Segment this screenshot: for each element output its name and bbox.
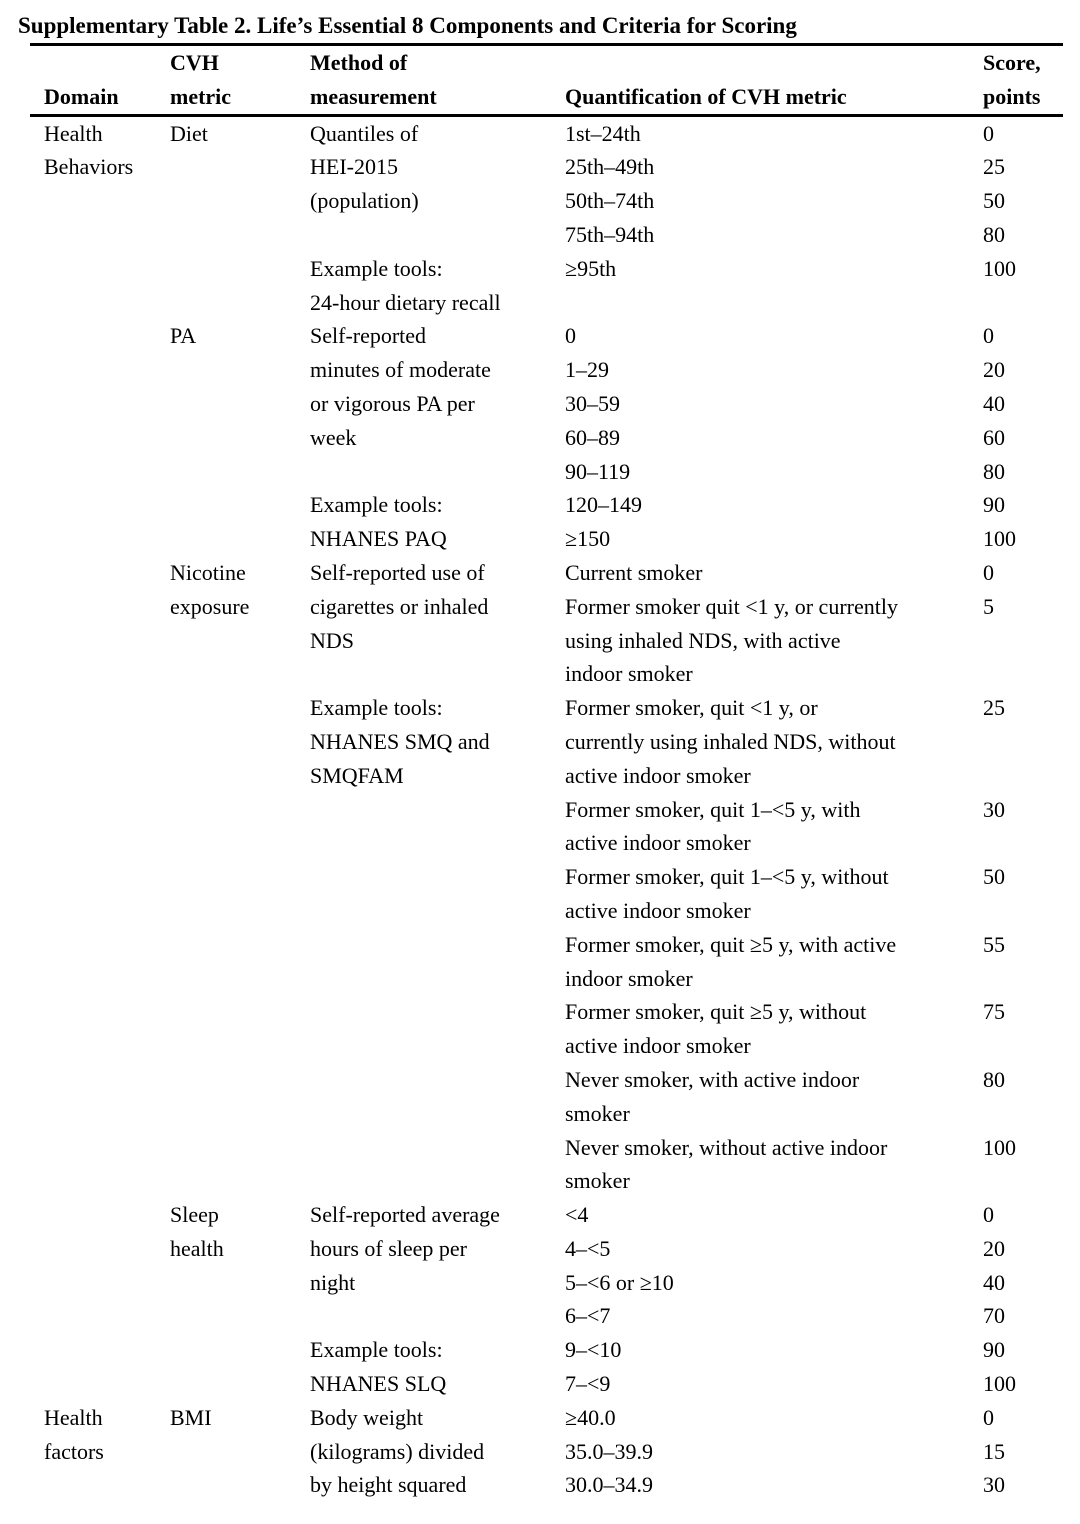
quant-line: 60–89: [565, 424, 620, 450]
table-title: Supplementary Table 2. Life’s Essential 8 Components and Criteria for Scoring: [18, 13, 797, 38]
header-quant-cell: [551, 46, 969, 114]
method-line: Example tools:: [310, 1337, 443, 1363]
method-line: HEI-2015: [310, 154, 398, 180]
quant-line: 4–<5: [565, 1235, 611, 1261]
method-line: minutes of moderate: [310, 357, 491, 383]
score-line: 90: [983, 1337, 1005, 1363]
method-line: hours of sleep per: [310, 1235, 468, 1261]
method-line: (population): [310, 188, 419, 214]
method-line: Body weight: [310, 1404, 424, 1430]
method-line: [310, 455, 551, 489]
quant-line: active indoor smoker: [565, 1033, 751, 1059]
header-metric-cell: [156, 46, 296, 114]
quant-cell: [551, 1401, 969, 1502]
quant-line: 6–<7: [565, 1303, 611, 1329]
metric-line: Nicotine: [170, 559, 246, 585]
metric-line: PA: [170, 323, 197, 349]
quant-cell: [551, 1198, 969, 1401]
method-line: NHANES SMQ and: [310, 728, 490, 754]
score-line: 30: [983, 1472, 1005, 1498]
quant-line: 30.0–34.9: [565, 1472, 653, 1498]
method-line: week: [310, 424, 357, 450]
domain-cell: [30, 1198, 156, 1401]
table-section-nicotine: [30, 556, 1063, 1198]
quant-line: 35.0–39.9: [565, 1438, 653, 1464]
method-line: [310, 1299, 551, 1333]
domain-cell: [30, 1401, 156, 1502]
table-body: [30, 117, 1063, 1503]
score-line: [983, 725, 1063, 759]
header-line: [44, 46, 156, 80]
header-label-quantification: Quantification of CVH metric: [565, 83, 847, 109]
score-line: [983, 759, 1063, 793]
header-label-domain: Domain: [44, 83, 119, 109]
score-line: 75: [983, 999, 1005, 1025]
quant-line: Former smoker, quit ≥5 y, without: [565, 999, 867, 1025]
quant-line: 75th–94th: [565, 221, 655, 247]
method-line: Self-reported: [310, 323, 427, 349]
quant-line: 50th–74th: [565, 188, 655, 214]
metric-cell: [156, 556, 296, 1198]
quant-line: Former smoker quit <1 y, or currently: [565, 593, 898, 619]
metric-line: health: [170, 1235, 224, 1261]
quant-cell: [551, 556, 969, 1198]
score-line: 80: [983, 1066, 1005, 1092]
score-line: 20: [983, 357, 1005, 383]
header-label-score: Score,: [983, 50, 1041, 75]
score-line: [983, 657, 1063, 691]
score-line: 40: [983, 390, 1005, 416]
quant-line: Former smoker, quit 1–<5 y, with: [565, 796, 861, 822]
header-method-cell: [296, 46, 551, 114]
score-line: 60: [983, 424, 1005, 450]
quant-line: Never smoker, with active indoor: [565, 1066, 860, 1092]
quant-line: <4: [565, 1202, 589, 1228]
method-cell: [296, 319, 551, 556]
domain-cell: [30, 556, 156, 1198]
domain-line: Behaviors: [44, 154, 134, 180]
header-label-method-of: Method of: [310, 50, 408, 75]
quant-line: ≥150: [565, 526, 611, 552]
score-line: 25: [983, 154, 1005, 180]
method-line: NHANES SLQ: [310, 1371, 447, 1397]
domain-line: Health: [44, 1404, 103, 1430]
domain-cell: [30, 117, 156, 320]
quant-line: active indoor smoker: [565, 762, 751, 788]
method-line: [310, 657, 551, 691]
method-line: Quantiles of: [310, 120, 419, 146]
table-section-diet: [30, 117, 1063, 320]
method-cell: [296, 117, 551, 320]
score-line: 100: [983, 1134, 1016, 1160]
score-line: 50: [983, 188, 1005, 214]
quant-line: 5–<6 or ≥10: [565, 1269, 674, 1295]
metric-line: Sleep: [170, 1202, 219, 1228]
quant-line: 1–29: [565, 357, 609, 383]
score-cell: [969, 1198, 1063, 1401]
header-score-cell: [969, 46, 1063, 114]
score-line: 100: [983, 526, 1016, 552]
metric-line: exposure: [170, 593, 250, 619]
method-line: Example tools:: [310, 255, 443, 281]
score-line: [983, 1029, 1063, 1063]
method-cell: [296, 556, 551, 1198]
score-line: 20: [983, 1235, 1005, 1261]
score-line: [983, 894, 1063, 928]
quant-line: 120–149: [565, 492, 642, 518]
table-section-bmi: [30, 1401, 1063, 1502]
quant-line: ≥95th: [565, 255, 617, 281]
method-cell: [296, 1198, 551, 1401]
score-cell: [969, 117, 1063, 320]
score-line: 0: [983, 120, 994, 146]
table-section-pa: [30, 319, 1063, 556]
score-line: [983, 624, 1063, 658]
score-line: 100: [983, 1371, 1016, 1397]
method-line: (kilograms) divided: [310, 1438, 485, 1464]
method-line: Self-reported use of: [310, 559, 485, 585]
quant-line: active indoor smoker: [565, 897, 751, 923]
score-line: 55: [983, 931, 1005, 957]
score-line: 70: [983, 1303, 1005, 1329]
score-cell: [969, 1401, 1063, 1502]
method-line: [310, 218, 551, 252]
quant-line: 25th–49th: [565, 154, 655, 180]
method-line: by height squared: [310, 1472, 467, 1498]
score-line: 80: [983, 458, 1005, 484]
domain-line: Health: [44, 120, 103, 146]
quant-line: active indoor smoker: [565, 830, 751, 856]
header-label-cvh: CVH: [170, 50, 219, 75]
quant-line: ≥40.0: [565, 1404, 616, 1430]
metric-cell: [156, 117, 296, 320]
quant-line: using inhaled NDS, with active: [565, 627, 841, 653]
method-line: Example tools:: [310, 492, 443, 518]
quant-line: 90–119: [565, 458, 631, 484]
quant-line: Former smoker, quit 1–<5 y, without: [565, 864, 889, 890]
method-cell: [296, 1401, 551, 1502]
quant-line: indoor smoker: [565, 965, 693, 991]
metric-line: BMI: [170, 1404, 212, 1430]
metric-cell: [156, 1401, 296, 1502]
method-line: night: [310, 1269, 356, 1295]
score-line: 90: [983, 492, 1005, 518]
score-cell: [969, 319, 1063, 556]
score-line: 80: [983, 221, 1005, 247]
score-line: [983, 962, 1063, 996]
quant-line: smoker: [565, 1100, 630, 1126]
le8-scoring-table: [30, 43, 1063, 1502]
quant-cell: [551, 319, 969, 556]
method-line: NDS: [310, 627, 355, 653]
score-line: 0: [983, 1404, 994, 1430]
score-line: [983, 1097, 1063, 1131]
quant-cell: [551, 117, 969, 320]
quant-line: Former smoker, quit ≥5 y, with active: [565, 931, 897, 957]
header-line: [565, 46, 969, 80]
quant-line: 0: [565, 323, 576, 349]
score-line: 100: [983, 255, 1016, 281]
metric-cell: [156, 319, 296, 556]
score-line: 40: [983, 1269, 1005, 1295]
quant-line: 30–59: [565, 390, 620, 416]
header-domain-cell: [30, 46, 156, 114]
method-line: cigarettes or inhaled: [310, 593, 489, 619]
quant-line: Current smoker: [565, 559, 703, 585]
score-line: 25: [983, 695, 1005, 721]
method-line: Self-reported average: [310, 1202, 500, 1228]
quant-line: 7–<9: [565, 1371, 611, 1397]
method-line: 24-hour dietary recall: [310, 289, 501, 315]
score-line: 30: [983, 796, 1005, 822]
metric-cell: [156, 1198, 296, 1401]
header-label-metric: metric: [170, 83, 232, 109]
table-section-sleep: [30, 1198, 1063, 1401]
score-line: 15: [983, 1438, 1005, 1464]
score-line: 0: [983, 323, 994, 349]
quant-line: 9–<10: [565, 1337, 622, 1363]
table-header-row: [30, 46, 1063, 117]
score-line: [983, 1164, 1063, 1198]
quant-line: currently using inhaled NDS, without: [565, 728, 896, 754]
quant-line: smoker: [565, 1168, 630, 1194]
quant-line: Never smoker, without active indoor: [565, 1134, 888, 1160]
domain-line: factors: [44, 1438, 104, 1464]
score-cell: [969, 556, 1063, 1198]
quant-line: indoor smoker: [565, 661, 693, 687]
score-line: [983, 826, 1063, 860]
method-line: SMQFAM: [310, 762, 404, 788]
quant-line: Former smoker, quit <1 y, or: [565, 695, 818, 721]
score-line: 50: [983, 864, 1005, 890]
domain-cell: [30, 319, 156, 556]
quant-line: 1st–24th: [565, 120, 641, 146]
method-line: or vigorous PA per: [310, 390, 475, 416]
header-label-measurement: measurement: [310, 83, 437, 109]
method-line: NHANES PAQ: [310, 526, 447, 552]
score-line: 0: [983, 1202, 994, 1228]
method-line: Example tools:: [310, 695, 443, 721]
score-line: 5: [983, 593, 994, 619]
metric-line: Diet: [170, 120, 208, 146]
header-label-points: points: [983, 83, 1041, 109]
score-line: 0: [983, 559, 994, 585]
